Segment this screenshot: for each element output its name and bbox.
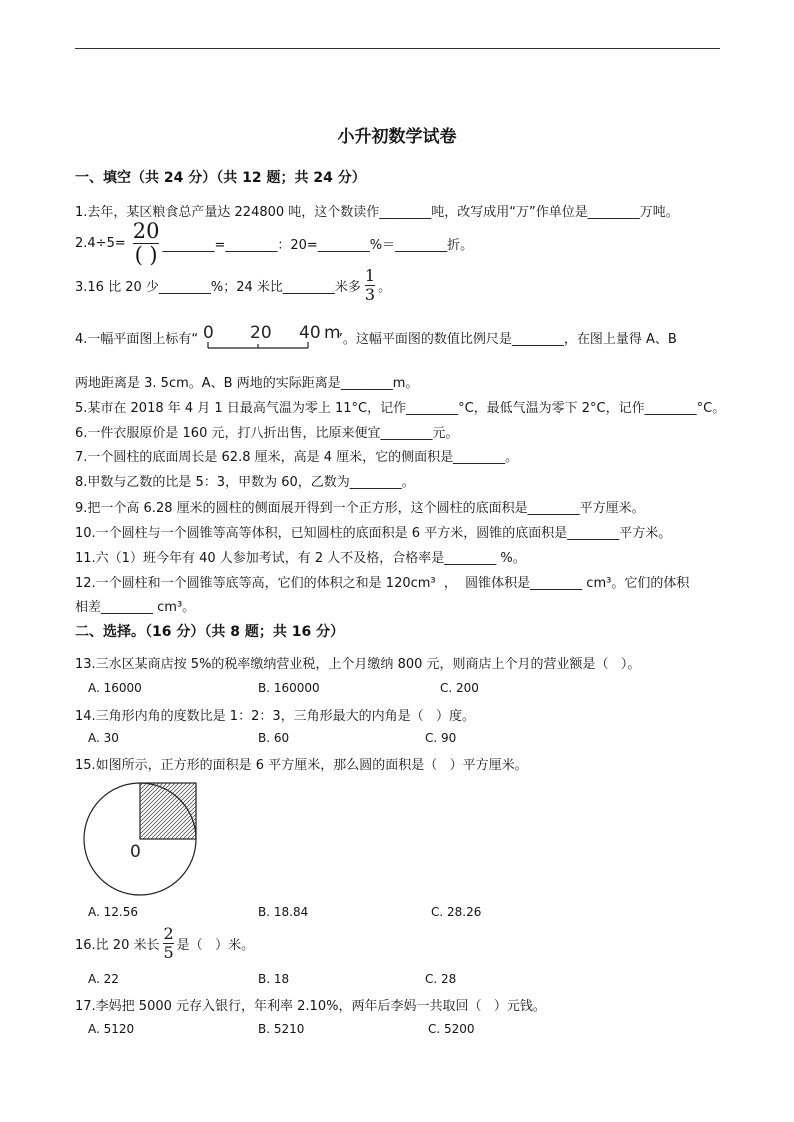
fraction-denominator: 3	[364, 284, 376, 304]
q13-option-b: B. 160000	[258, 681, 320, 695]
question-17: 17.李妈把 5000 元存入银行，年利率 2.10%，两年后李妈一共取回（ ）元钱。	[75, 998, 546, 1014]
question-2-text-before: 2.4÷5=	[75, 235, 126, 251]
question-5: 5.某市在 2018 年 4 月 1 日最高气温为零上 11°C，记作________°C，最低气温为零下 2°C，记作________°C。	[75, 400, 726, 416]
q16-option-a: A. 22	[88, 972, 119, 986]
question-14: 14.三角形内角的度数比是 1：2：3，三角形最大的内角是（ ）度。	[75, 708, 476, 724]
question-2-fraction	[132, 218, 160, 267]
q14-option-a: A. 30	[88, 731, 119, 745]
q14-option-b: B. 60	[258, 731, 290, 745]
question-4-line-2: 两地距离是 3. 5cm。A、B 两地的实际距离是________m。	[75, 375, 419, 391]
q14-option-c: C. 90	[425, 731, 457, 745]
q13-option-a: A. 16000	[88, 681, 142, 695]
q17-option-a: A. 5120	[88, 1022, 135, 1036]
q17-option-b: B. 5210	[258, 1022, 305, 1036]
question-16-fraction	[163, 923, 174, 962]
question-4-text-after: ”。这幅平面图的数值比例尺是________，在图上量得 A、B	[336, 331, 677, 347]
question-3	[75, 267, 391, 303]
question-1: 1.去年，某区粮食总产量达 224800 吨，这个数读作________吨，改写成用“万”作单位是________万吨。	[75, 204, 679, 220]
fraction-numerator: 2	[163, 923, 174, 943]
question-12-line-2: 相差________ cm³。	[75, 599, 196, 615]
question-16	[75, 925, 254, 961]
question-4	[75, 321, 677, 353]
scale-label-zero: 0	[203, 323, 214, 343]
scale-label-mid: 20	[250, 323, 272, 343]
section-heading-fill-in: 一、填空（共 24 分）（共 12 题；共 24 分）	[75, 170, 366, 186]
question-3-fraction	[364, 265, 376, 304]
scale-label-end: 40	[299, 323, 321, 343]
header-rule	[75, 48, 720, 49]
q13-option-c: C. 200	[440, 681, 479, 695]
question-13: 13.三水区某商店按 5%的税率缴纳营业税，上个月缴纳 800 元，则商店上个月的营业额是（ ）。	[75, 656, 641, 672]
question-3-text-before: 3.16 比 20 少________%；24 米比________米多	[75, 279, 361, 295]
question-8: 8.甲数与乙数的比是 5：3，甲数为 60，乙数为________。	[75, 474, 415, 490]
q15-option-a: A. 12.56	[88, 905, 138, 919]
scale-bar	[199, 321, 341, 353]
question-11: 11.六（1）班今年有 40 人参加考试，有 2 人不及格，合格率是________ %。	[75, 550, 526, 566]
circle-square-figure	[80, 778, 204, 902]
question-2	[75, 220, 473, 266]
q17-option-c: C. 5200	[428, 1022, 475, 1036]
question-12: 12.一个圆柱和一个圆锥等底等高，它们的体积之和是 120cm³ ， 圆锥体积是________ cm³。它们的体积	[75, 575, 690, 591]
scale-label-unit: m	[324, 323, 341, 343]
question-4-text-before: 4.一幅平面图上标有“	[75, 331, 199, 347]
fraction-denominator: 5	[163, 942, 174, 962]
q16-option-c: C. 28	[425, 972, 457, 986]
fraction-denominator: ( )	[134, 242, 158, 267]
circle-center-label: 0	[130, 842, 141, 862]
fraction-numerator: 1	[364, 265, 376, 285]
section-heading-multiple-choice: 二、选择。（16 分）（共 8 题；共 16 分）	[75, 624, 345, 640]
fraction-numerator: 20	[132, 218, 160, 243]
question-9: 9.把一个高 6.28 厘米的圆柱的侧面展开得到一个正方形，这个圆柱的底面积是________平方厘米。	[75, 500, 645, 516]
question-16-text-after: 是（ ）米。	[176, 937, 255, 953]
q15-option-c: C. 28.26	[431, 905, 482, 919]
q15-option-b: B. 18.84	[258, 905, 309, 919]
shaded-square	[140, 783, 196, 839]
q16-option-b: B. 18	[258, 972, 290, 986]
exam-title: 小升初数学试卷	[337, 127, 457, 147]
question-10: 10.一个圆柱与一个圆锥等高等体积，已知圆柱的底面积是 6 平方米，圆锥的底面积是________平方米。	[75, 525, 672, 541]
question-16-text-before: 16.比 20 米长	[75, 937, 160, 953]
question-15: 15.如图所示，正方形的面积是 6 平方厘米，那么圆的面积是（ ）平方厘米。	[75, 757, 528, 773]
question-7: 7.一个圆柱的底面周长是 62.8 厘米，高是 4 厘米，它的侧面积是________。	[75, 449, 519, 465]
question-6: 6.一件衣服原价是 160 元，打八折出售，比原来便宜________元。	[75, 425, 459, 441]
question-2-text-after: ________=________：20=________%＝________折。	[162, 237, 474, 253]
question-3-text-after: 。	[378, 279, 392, 295]
